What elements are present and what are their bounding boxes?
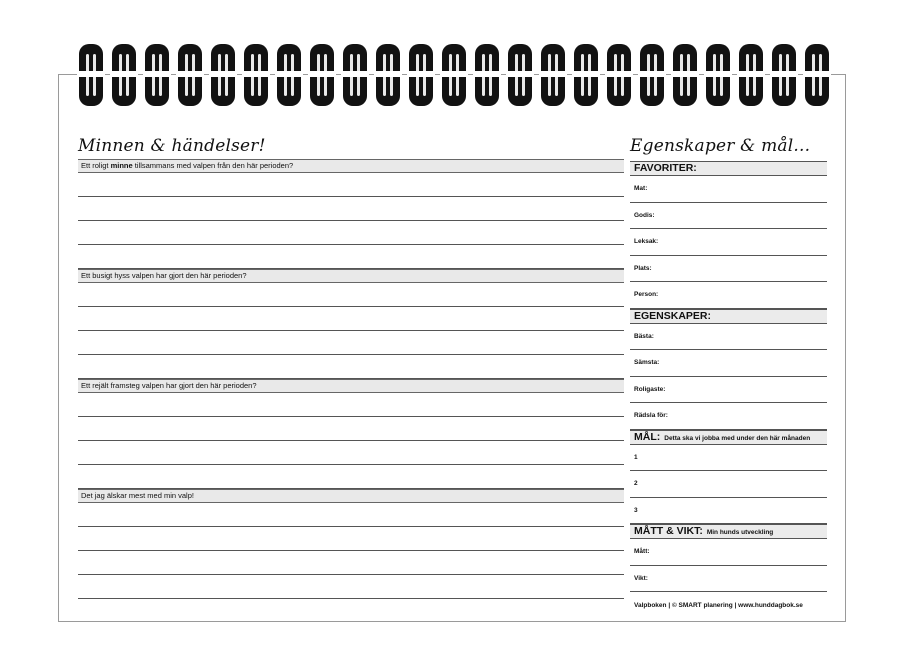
spiral-ring (640, 44, 664, 106)
spiral-ring (772, 44, 796, 106)
goals-subtitle: Detta ska vi jobba med under den här månaden (664, 434, 811, 442)
favorite-treat-field[interactable]: Godis: (630, 203, 827, 230)
spiral-ring (706, 44, 730, 106)
write-line[interactable] (78, 417, 624, 441)
memories-column (78, 136, 624, 599)
favorites-heading: FAVORITER: (630, 161, 827, 176)
traits-column (630, 136, 827, 609)
write-line[interactable] (78, 465, 624, 489)
memory-question: Ett busigt hyss valpen har gjort den här perioden? (78, 269, 624, 283)
write-line[interactable] (78, 245, 624, 269)
write-line[interactable] (78, 283, 624, 307)
spiral-binding (0, 40, 900, 110)
write-line[interactable] (78, 307, 624, 331)
spiral-ring (574, 44, 598, 106)
write-line[interactable] (78, 503, 624, 527)
spiral-ring (805, 44, 829, 106)
spiral-ring (673, 44, 697, 106)
write-line[interactable] (78, 355, 624, 379)
best-trait-field[interactable]: Bästa: (630, 324, 827, 351)
spiral-ring (475, 44, 499, 106)
write-line[interactable] (78, 441, 624, 465)
write-line[interactable] (78, 527, 624, 551)
favorite-person-field[interactable]: Person: (630, 282, 827, 309)
spiral-ring (112, 44, 136, 106)
traits-heading: EGENSKAPER: (630, 309, 827, 324)
memory-question: Ett rejält framsteg valpen har gjort den här perioden? (78, 379, 624, 393)
memory-question: Det jag älskar mest med min valp! (78, 489, 624, 503)
size-weight-heading: MÅTT & VIKT: Min hunds utveckling (630, 524, 827, 539)
spiral-ring (211, 44, 235, 106)
favorite-food-field[interactable]: Mat: (630, 176, 827, 203)
spiral-ring (145, 44, 169, 106)
spiral-ring (409, 44, 433, 106)
write-line[interactable] (78, 173, 624, 197)
spiral-ring (508, 44, 532, 106)
write-line[interactable] (78, 393, 624, 417)
favorite-toy-field[interactable]: Leksak: (630, 229, 827, 256)
spiral-ring (607, 44, 631, 106)
memories-title: Minnen & händelser! (78, 136, 266, 156)
spiral-ring (343, 44, 367, 106)
funniest-trait-field[interactable]: Roligaste: (630, 377, 827, 404)
spiral-ring (739, 44, 763, 106)
memory-section (78, 269, 624, 379)
memory-question: Ett roligt minne tillsammans med valpen från den här perioden? (78, 159, 624, 173)
spiral-ring (442, 44, 466, 106)
traits-title: Egenskaper & mål... (630, 136, 811, 156)
favorite-place-field[interactable]: Plats: (630, 256, 827, 283)
spiral-ring (376, 44, 400, 106)
write-line[interactable] (78, 221, 624, 245)
write-line[interactable] (78, 197, 624, 221)
memory-section (78, 159, 624, 269)
goal-2-field[interactable]: 2 (630, 471, 827, 498)
size-field[interactable]: Mått: (630, 539, 827, 566)
worst-trait-field[interactable]: Sämsta: (630, 350, 827, 377)
memory-section (78, 379, 624, 489)
weight-field[interactable]: Vikt: (630, 566, 827, 593)
spiral-ring (244, 44, 268, 106)
write-line[interactable] (78, 575, 624, 599)
write-line[interactable] (78, 551, 624, 575)
goals-heading: MÅL: Detta ska vi jobba med under den här månaden (630, 430, 827, 445)
spiral-ring (310, 44, 334, 106)
write-line[interactable] (78, 331, 624, 355)
fear-field[interactable]: Rädsla för: (630, 403, 827, 430)
spiral-ring (79, 44, 103, 106)
goal-1-field[interactable]: 1 (630, 445, 827, 472)
spiral-ring (541, 44, 565, 106)
page-footer: Valpboken | © SMART planering | www.hunddagbok.se (634, 602, 803, 609)
spiral-ring (178, 44, 202, 106)
size-weight-subtitle: Min hunds utveckling (706, 529, 774, 536)
spiral-ring (277, 44, 301, 106)
memory-section (78, 489, 624, 599)
goal-3-field[interactable]: 3 (630, 498, 827, 525)
